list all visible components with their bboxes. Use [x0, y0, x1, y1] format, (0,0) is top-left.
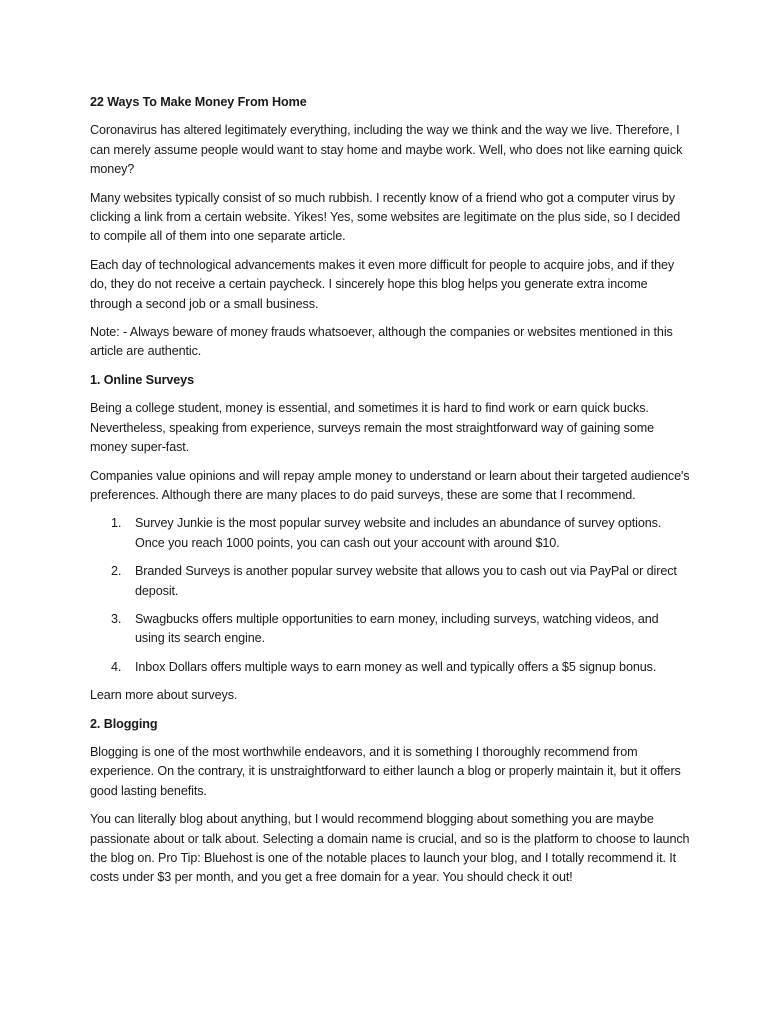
list-item [90, 514, 690, 553]
intro-paragraph: Coronavirus has altered legitimately everything, including the way we think and the way we live. Therefore, I can merely assume people would want to stay home and maybe work. Well, who does not like earning quick money? [90, 123, 683, 177]
section-paragraph: You can literally blog about anything, but I would recommend blogging about something you are maybe passionate about or talk about. Selecting a domain name is crucial, and so is the platform to choose to launch the blog on. Pro Tip: Bluehost is one of the notable places to launch your blog, and I totally recommend it. It costs under $3 per month, and you get a free domain for a year. You should check it out! [90, 812, 690, 885]
section-paragraph: Being a college student, money is essential, and sometimes it is hard to find work or earn quick bucks. Nevertheless, speaking from experience, surveys remain the most straightforward way of gaining some money super-fast. [90, 401, 655, 455]
section-heading-blogging: 2. Blogging [90, 716, 158, 731]
document-page [90, 93, 690, 897]
section-paragraph: Blogging is one of the most worthwhile endeavors, and it is something I thoroughly recommend from experience. On the contrary, it is unstraightforward to either launch a blog or properly maintain it, but it offers good lasting benefits. [90, 744, 681, 798]
list-item [90, 658, 690, 677]
section-heading-online-surveys: 1. Online Surveys [90, 372, 194, 387]
intro-paragraph: Each day of technological advancements makes it even more difficult for people to acquire jobs, and if they do, they do not receive a certain paycheck. I sincerely hope this blog helps you generate extra income through a second job or a small business. [90, 257, 675, 311]
note-paragraph: Note: - Always beware of money frauds whatsoever, although the companies or websites mentioned in this article are authentic. [90, 325, 673, 359]
list-item-number: 1. [111, 516, 122, 531]
list-item-number: 4. [111, 659, 122, 674]
list-item-number: 2. [111, 564, 122, 579]
list-item-text: Swagbucks offers multiple opportunities to earn money, including surveys, watching videos, and using its search engine. [135, 611, 659, 646]
intro-paragraph: Many websites typically consist of so much rubbish. I recently know of a friend who got a computer virus by clicking a link from a certain website. Yikes! Yes, some websites are legitimate on the plus side, so I decided to compile all of them into one separate article. [90, 190, 681, 244]
list-item-text: Survey Junkie is the most popular survey website and includes an abundance of survey options. Once you reach 1000 points, you can cash out your account with around $10. [135, 516, 662, 550]
document-title: 22 Ways To Make Money From Home [90, 95, 307, 109]
list-item-text: Inbox Dollars offers multiple ways to earn money as well and typically offers a $5 signup bonus. [135, 659, 657, 674]
section-paragraph: Companies value opinions and will repay ample money to understand or learn about their targeted audience's preferences. Although there are many places to do paid surveys, these are some that I recommend. [90, 468, 690, 502]
list-item-text: Branded Surveys is another popular survey website that allows you to cash out via PayPal or direct deposit. [135, 564, 677, 598]
section-closing: Learn more about surveys. [90, 688, 238, 703]
list-item-number: 3. [111, 611, 122, 626]
list-item [90, 610, 690, 649]
list-item [90, 562, 690, 601]
survey-site-list [90, 514, 690, 677]
